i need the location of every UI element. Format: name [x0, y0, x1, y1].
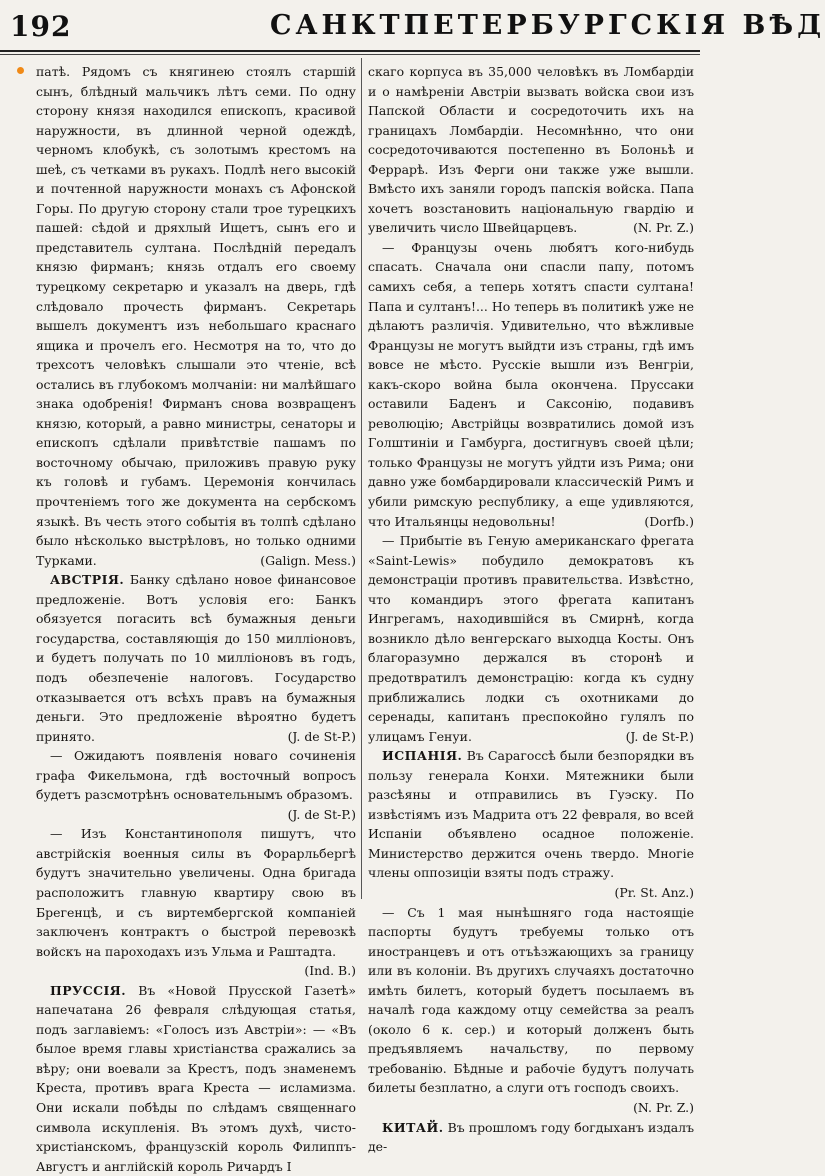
source-citation: (N. Pr. Z.): [633, 1099, 694, 1115]
source-citation: (J. de St-P.): [625, 728, 694, 744]
article-prussia: ПРУССІЯ. Въ «Новой Прусской Газетѣ» напечатана 26 февраля слѣдующая статья, подъ заглавіемъ: «Голосъ изъ Австріи»: — «Въ былое время главы христіанства сражались за вѣру; они воевали за Крестъ, подъ знаменемъ Креста, противъ врага Креста — исламизма. Они искали побѣды по слѣдамъ священнаго символа искупленія. Въ этомъ духѣ, чисто-христіанскомъ, французскій король Филиппъ-Августъ и англійскій король Ричардъ I: [36, 982, 356, 1174]
header-rule-thin: [0, 54, 700, 55]
section-heading-spain: ИСПАНІЯ.: [382, 748, 463, 764]
article-lombardy-continued: скаго корпуса въ 35,000 человѣкъ въ Ломбардіи и о намѣреніи Австріи вызвать войска свои изъ Папской Области и сосредоточить ихъ на границахъ Ломбардіи. Несомнѣнно, что они сосредоточиваются постепенно въ Болоньѣ и Феррарѣ. Изъ Ферги они также уже вышли. Вмѣсто ихъ заняли городъ папскія войска. Папа хочетъ возстановить національную гвардію и увеличить число Швейцарцевъ. (N. Pr. Z.): [368, 62, 694, 238]
section-heading-prussia: ПРУССІЯ.: [50, 982, 127, 998]
article-china: КИТАЙ. Въ прошломъ году богдыханъ издалъ де-: [368, 1119, 694, 1155]
page-number: 192: [10, 10, 72, 43]
source-citation: (N. Pr. Z.): [633, 220, 694, 236]
source-citation: (Ind. B.): [304, 963, 356, 979]
article-spain: ИСПАНІЯ. Въ Сарагоссѣ были безпорядки въ пользу генерала Конхи. Мятежники были разсѣяны и отправились въ Гуэску. По извѣстіямъ изъ Мадрита отъ 22 февраля, во всей Испаніи объявлено осадное положеніе. Министерство держится очень твердо. Многіе члены оппозиціи взяты подъ стражу. (Pr. St. Anz.): [368, 746, 694, 883]
cursor-marker: [17, 67, 24, 74]
newspaper-title: САНКТПЕТЕРБУРГСКІЯ ВѢД: [270, 10, 825, 41]
column-divider: [361, 58, 362, 899]
left-column: [36, 62, 356, 1174]
source-citation: (J. de St-P.): [287, 728, 356, 744]
page-header: [0, 0, 825, 50]
article-austria-bank: АВСТРІЯ. Банку сдѣлано новое финансовое предложеніе. Вотъ условія его: Банкъ обязуется погасить всѣ бумажныя деньги государства, составляющія до 150 милліоновъ, и будетъ получать по 10 милліоновъ въ годъ, подъ обезпеченіе налоговъ. Государство отказывается отъ всѣхъ правъ на бумажныя деньги. Это предложеніе вѣроятно будетъ принято. (J. de St-P.): [36, 570, 356, 746]
source-citation: (Galign. Mess.): [260, 552, 356, 568]
header-rule: [0, 50, 700, 52]
article-vorarlberg: — Изъ Константинополя пишутъ, что австрійскія военныя силы въ Форарльбергѣ будутъ значительно увеличены. Одна бригада расположитъ главную квартиру свою въ Брегенцѣ, и съ виртембергской компаніей заключенъ контрактъ о быстрой перевозкѣ войскъ на пароходахъ изъ Ульма и Раштадта. (Ind. B.): [36, 824, 356, 961]
section-heading-china: КИТАЙ.: [382, 1119, 444, 1135]
source-citation: (Dorfb.): [644, 513, 694, 529]
right-column: [368, 62, 694, 1155]
source-citation: (Pr. St. Anz.): [614, 884, 694, 900]
article-spain-passports: — Съ 1 мая нынѣшняго года настоящіе паспорты будутъ требуемы только отъ иностранцевъ и отъ отъѣзжающихъ за границу или въ колоніи. Въ другихъ случаяхъ достаточно имѣть билетъ, который будетъ посылаемъ въ началѣ года каждому отцу семейства за реалъ (около 6 к. сер.) и который долженъ быть предъявляемъ начальству, по первому требованію. Бѣдные и рабочіе будутъ получать билеты безплатно, а слуги отъ господъ своихъ. (N. Pr. Z.): [368, 903, 694, 1098]
article-french-rome: — Французы очень любятъ кого-нибудь спасать. Сначала они спасли папу, потомъ самихъ себя, а теперь хотятъ спасти султана! Папа и султанъ!... Но теперь въ политикѣ уже не дѣлаютъ различія. Удивительно, что вѣжливые Французы не могутъ выйдти изъ страны, гдѣ имъ вовсе не мѣсто. Русскіе вышли изъ Венгріи, какъ-скоро война была окончена. Пруссаки оставили Баденъ и Саксонію, подавивъ революцію; Австрійцы возвратились домой изъ Голштиніи и Гамбурга, достигнувъ своей цѣли; только Французы не могутъ уйдти изъ Рима; они давно уже бомбардировали классическій Римъ и убили римскую республику, а еще удивляются, что Итальянцы недовольны! (Dorfb.): [368, 238, 694, 531]
article-ficquelmont: — Ожидаютъ появленія новаго сочиненія графа Фикельмона, гдѣ восточный вопросъ будетъ разсмотрѣнъ основательнымъ образомъ. (J. de St-P.): [36, 746, 356, 805]
section-heading-austria: АВСТРІЯ.: [50, 572, 125, 588]
article-serbia-continued: патѣ. Рядомъ съ княгинею стоялъ старшій сынъ, блѣдный мальчикъ лѣтъ семи. По одну сторону князя находился епископъ, красивой наружности, въ длинной черной одеждѣ, черномъ клобукѣ, съ золотымъ крестомъ на шеѣ, съ четками въ рукахъ. Подлѣ него высокій и почтенной наружности монахъ съ Афонской Горы. По другую сторону стали трое турецкихъ пашей: сѣдой и дряхлый Ищетъ, сынъ его и представитель султана. Послѣдній передалъ князю фирманъ; князь отдалъ его своему турецкому секретарю и указалъ на дверь, гдѣ слѣдовало прочесть фирманъ. Секретарь вышелъ документъ изъ небольшаго краснаго ящика и прочелъ его. Несмотря на то, что до трехсотъ человѣкъ слышали это чтеніе, всѣ остались въ глубокомъ молчаніи: ни малѣйшаго знака одобренія! Фирманъ снова возвращенъ князю, который, а равно министры, сенаторы и епископъ сдѣлали привѣтствіе пашамъ по восточному обычаю, приложивъ правую руку къ головѣ и губамъ. Церемонія кончилась прочтеніемъ того же документа на сербскомъ языкѣ. Въ честь этого событія въ толпѣ сдѣлано было нѣсколько выстрѣловъ, но только одними Турками. (Galign. Mess.): [36, 62, 356, 570]
article-genoa-frigate: — Прибытіе въ Геную американскаго фрегата «Saint-Lewis» побудило демократовъ къ демонстраціи противъ правительства. Извѣстно, что командиръ этого фрегата капитанъ Ингрегамъ, находившійся въ Смирнѣ, когда возникло дѣло венгерскаго выходца Косты. Онъ благоразумно держался въ сторонѣ и предотвратилъ демонстрацію: когда къ судну приближались лодки съ охотниками до серенады, капитанъ преспокойно гулялъ по улицамъ Генуи. (J. de St-P.): [368, 531, 694, 746]
source-citation: (J. de St-P.): [287, 806, 356, 822]
